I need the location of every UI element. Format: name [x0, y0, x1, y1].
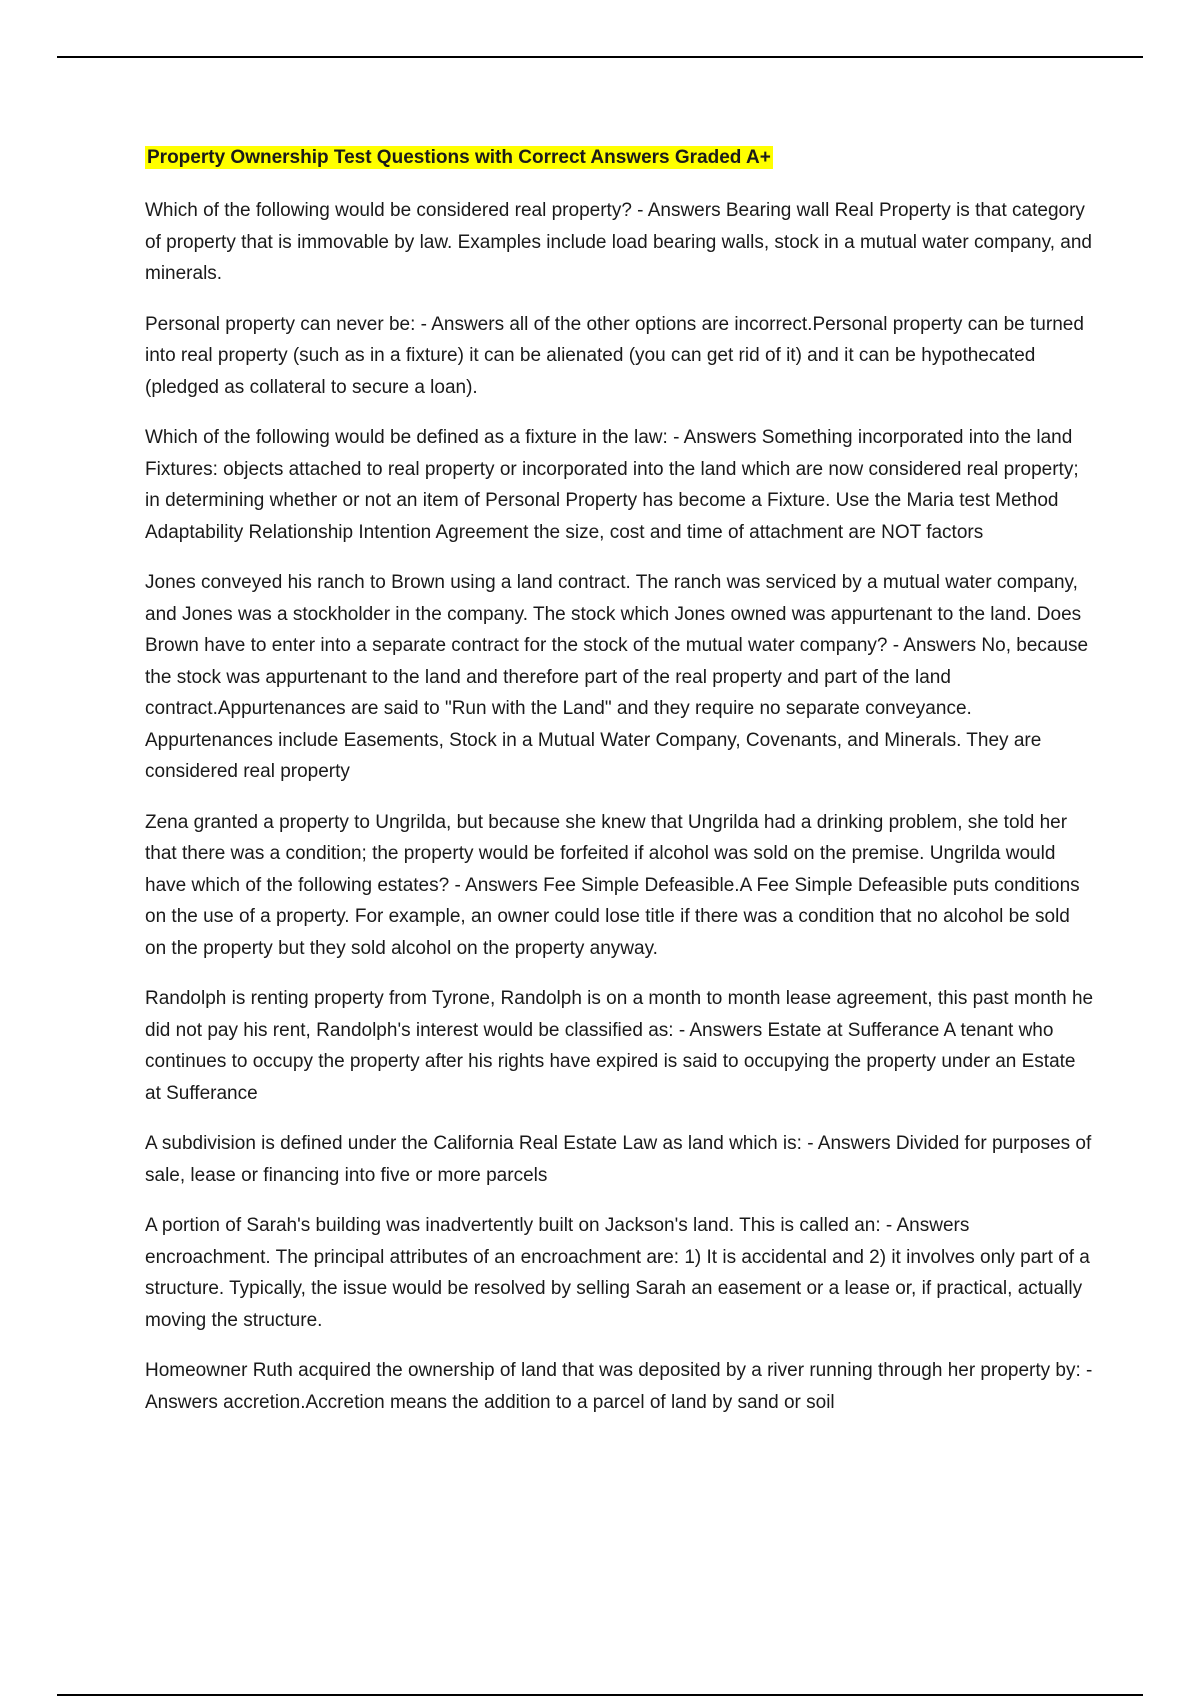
- bottom-rule: [57, 1694, 1143, 1696]
- qa-paragraph-8: A portion of Sarah's building was inadvertently built on Jackson's land. This is called an: - Answers encroachment. The principal attributes of an encroachment are: 1) It is accidental and 2) it involves only part of a structure. Typically, the issue would be resolved by selling Sarah an easement or a lease or, if practical, actually moving the structure.: [145, 1215, 1090, 1331]
- document-body: [145, 144, 1095, 1437]
- qa-paragraph-2: Personal property can never be: - Answers all of the other options are incorrect.Personal property can be turned into real property (such as in a fixture) it can be alienated (you can get rid of it) and it can be hypothecated (pledged as collateral to secure a loan).: [145, 313, 1084, 398]
- qa-paragraph-3: Which of the following would be defined as a fixture in the law: - Answers Something incorporated into the land Fixtures: objects attached to real property or incorporated into the land which are now considered real property; in determining whether or not an item of Personal Property has become a Fixture. Use the Maria test Method Adaptability Relationship Intention Agreement the size, cost and time of attachment are NOT factors: [145, 427, 1079, 543]
- qa-paragraph-6: Randolph is renting property from Tyrone, Randolph is on a month to month lease agreement, this past month he did not pay his rent, Randolph's interest would be classified as: - Answers Estate at Sufferance A tenant who continues to occupy the property after his rights have expired is said to occupying the property under an Estate at Sufferance: [145, 988, 1094, 1104]
- qa-paragraph-1: Which of the following would be considered real property? - Answers Bearing wall Real Property is that category of property that is immovable by law. Examples include load bearing walls, stock in a mutual water company, and minerals.: [145, 200, 1092, 284]
- top-rule: [57, 56, 1143, 58]
- qa-paragraph-7: A subdivision is defined under the California Real Estate Law as land which is: - Answers Divided for purposes of sale, lease or financing into five or more parcels: [145, 1133, 1092, 1186]
- qa-paragraph-5: Zena granted a property to Ungrilda, but because she knew that Ungrilda had a drinking problem, she told her that there was a condition; the property would be forfeited if alcohol was sold on the premise. Ungrilda would have which of the following estates? - Answers Fee Simple Defeasible.A Fee Simple Defeasible puts conditions on the use of a property. For example, an owner could lose title if there was a condition that no alcohol be sold on the property but they sold alcohol on the property anyway.: [145, 811, 1080, 959]
- qa-paragraph-4: Jones conveyed his ranch to Brown using a land contract. The ranch was serviced by a mutual water company, and Jones was a stockholder in the company. The stock which Jones owned was appurtenant to the land. Does Brown have to enter into a separate contract for the stock of the mutual water company? - Answers No, because the stock was appurtenant to the land and therefore part of the real property and part of the land contract.Appurtenances are said to "Run with the Land" and they require no separate conveyance. Appurtenances include Easements, Stock in a Mutual Water Company, Covenants, and Minerals. They are considered real property: [145, 572, 1089, 782]
- document-title: [145, 144, 1095, 172]
- title-highlight: Property Ownership Test Questions with Correct Answers Graded A+: [147, 147, 771, 168]
- qa-paragraph-9: Homeowner Ruth acquired the ownership of land that was deposited by a river running through her property by: - Answers accretion.Accretion means the addition to a parcel of land by sand or soil: [145, 1360, 1093, 1413]
